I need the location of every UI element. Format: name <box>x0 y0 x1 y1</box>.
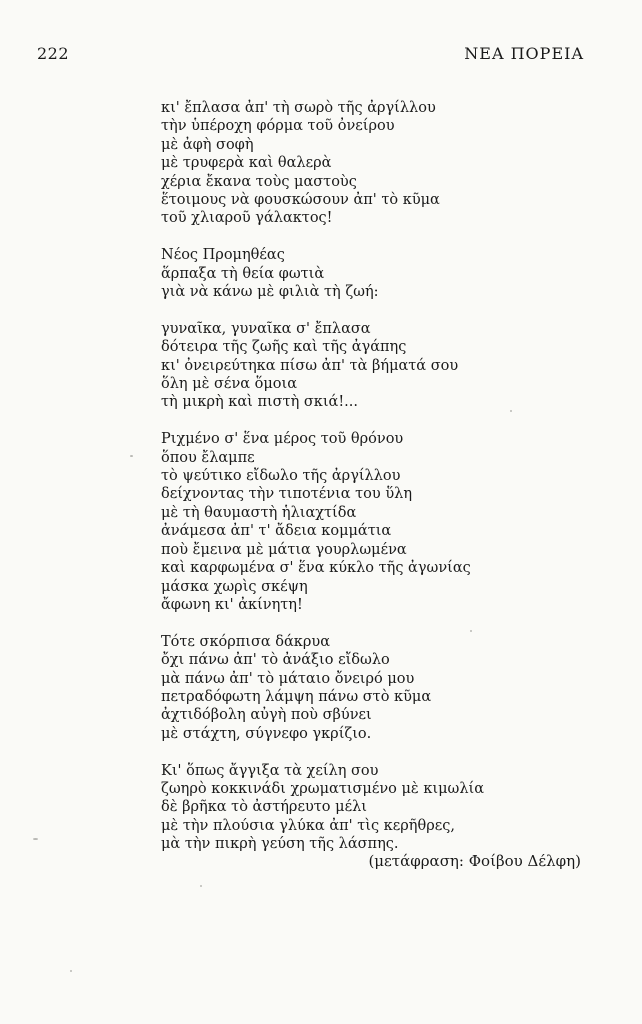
poem-line: Νέος Προμηθέας <box>161 247 285 264</box>
poem-line: ἄφωνη κι' ἀκίνητη! <box>161 596 303 613</box>
poem-line: δὲ βρῆκα τὸ ἀστήρευτο μέλι <box>161 799 367 816</box>
poem-line: πετραδόφωτη λάμψη πάνω στὸ κῦμα <box>161 688 432 705</box>
stanza-4 <box>161 430 581 614</box>
stanza-2 <box>161 246 581 301</box>
poem-line: ἅρπαξα τὴ θεία φωτιὰ <box>161 265 325 282</box>
poem-line: ζωηρὸ κοκκινάδι χρωματισμένο μὲ κιμωλία <box>161 780 484 797</box>
stanza-6 <box>161 762 581 854</box>
stanza-1 <box>161 99 581 228</box>
poem-line: ἀνάμεσα ἀπ' τ' ἄδεια κομμάτια <box>161 523 392 540</box>
poem-line: μὰ πάνω ἀπ' τὸ μάταιο ὄνειρό μου <box>161 670 415 687</box>
poem-line: τοῦ χλιαροῦ γάλακτος! <box>161 210 333 227</box>
poem-line: χέρια ἔκανα τοὺς μαστοὺς <box>161 173 357 190</box>
poem-line: δότειρα τῆς ζωῆς καὶ τῆς ἀγάπης <box>161 339 407 356</box>
poem-line: τὴν ὑπέροχη φόρμα τοῦ ὀνείρου <box>161 118 395 135</box>
scan-speck <box>470 630 472 632</box>
poem-line: ὅλη μὲ σένα ὅμοια <box>161 376 298 393</box>
poem-line: ὅπου ἔλαμπε <box>161 449 255 466</box>
poem-line: μὰ τὴν πικρὴ γεύση τῆς λάσπης. <box>161 836 399 853</box>
poem-line: μὲ τὴν πλούσια γλύκα ἀπ' τὶς κερῆθρες, <box>161 817 455 834</box>
poem-body <box>161 99 581 872</box>
stanza-5 <box>161 633 581 743</box>
poem-line: κι' ὀνειρεύτηκα πίσω ἀπ' τὰ βήματά σου <box>161 357 459 374</box>
poem-line: μὲ τρυφερὰ καὶ θαλερὰ <box>161 155 332 172</box>
stanza-3 <box>161 320 581 412</box>
scan-speck <box>70 970 72 972</box>
poem-line: γιὰ νὰ κάνω μὲ φιλιὰ τὴ ζωή: <box>161 284 379 301</box>
poem-line: κι' ἔπλασα ἀπ' τὴ σωρὸ τῆς ἀργίλλου <box>161 100 436 116</box>
poem-line: γυναῖκα, γυναῖκα σ' ἔπλασα <box>161 320 371 337</box>
poem-line: μάσκα χωρὶς σκέψη <box>161 578 308 595</box>
poem-line: μὲ στάχτη, σύγνεφο γκρίζιο. <box>161 725 372 742</box>
translation-credit: (μετάφραση: Φοίβου Δέλφη) <box>368 852 581 870</box>
poem-line: καὶ καρφωμένα σ' ἕνα κύκλο τῆς ἀγωνίας <box>161 560 471 577</box>
page-number: 222 <box>37 44 70 63</box>
poem-line: μὲ τὴ θαυμαστὴ ἡλιαχτίδα <box>161 504 357 521</box>
scan-speck <box>510 410 512 412</box>
poem-line: Κι' ὅπως ἄγγιξα τὰ χείλη σου <box>161 762 379 779</box>
poem-line: ἀχτιδόβολη αὐγὴ ποὺ σβύνει <box>161 707 372 724</box>
poem-line: μὲ ἀφὴ σοφὴ <box>161 136 254 153</box>
poem-line: ποὺ ἔμεινα μὲ μάτια γουρλωμένα <box>161 541 407 558</box>
poem-line: Τότε σκόρπισα δάκρυα <box>161 633 330 650</box>
poem-line: τὴ μικρὴ καὶ πιστὴ σκιά!... <box>161 394 358 411</box>
scan-speck <box>200 885 202 887</box>
scan-speck <box>130 455 133 457</box>
poem-line: Ριχμένο σ' ἕνα μέρος τοῦ θρόνου <box>161 431 404 448</box>
poem-line: δείχνοντας τὴν τιποτένια του ὕλη <box>161 486 413 503</box>
poem-line: τὸ ψεύτικο εἴδωλο τῆς ἀργίλλου <box>161 468 401 485</box>
running-head: ΝΕΑ ΠΟΡΕΙΑ <box>464 44 584 63</box>
poem-line: ὄχι πάνω ἀπ' τὸ ἀνάξιο εἴδωλο <box>161 652 390 669</box>
scan-speck <box>33 838 38 840</box>
poem-line: ἕτοιμους νὰ φουσκώσουν ἀπ' τὸ κῦμα <box>161 192 440 209</box>
